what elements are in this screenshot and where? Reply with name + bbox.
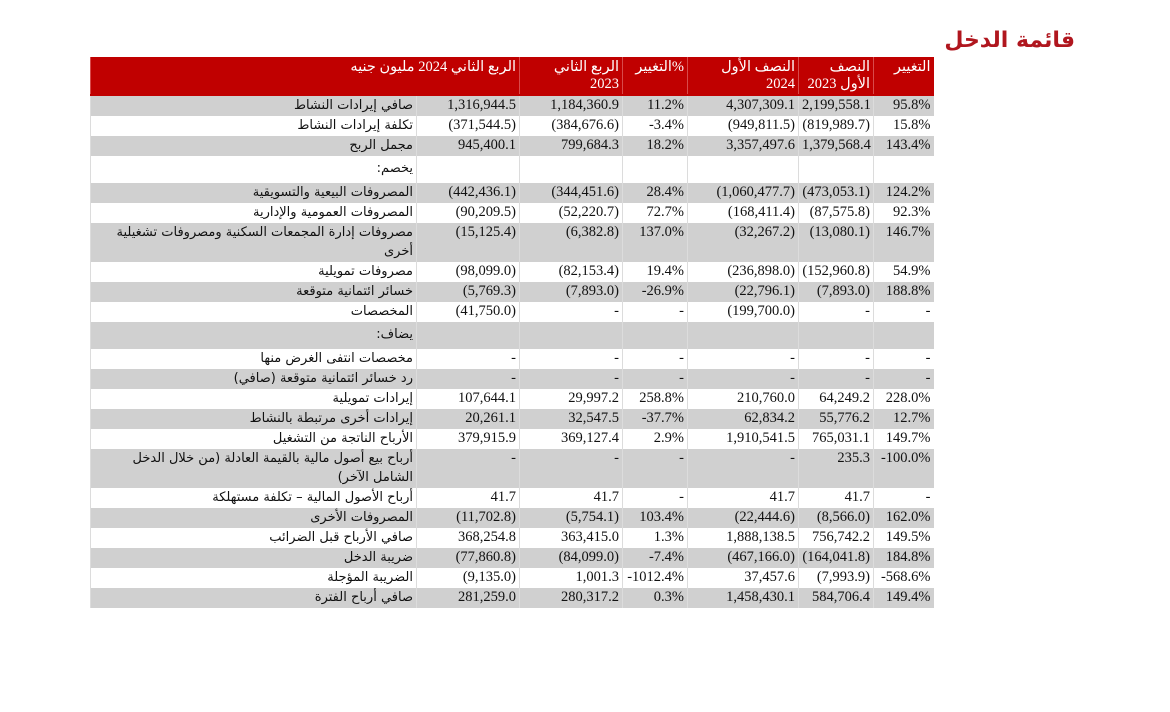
cell-q-change: 18.2% <box>623 136 688 156</box>
row-label: تكلفة إيرادات النشاط <box>91 116 417 136</box>
table-row <box>91 488 934 508</box>
section-row <box>91 322 934 349</box>
cell-q-change: 258.8% <box>623 389 688 409</box>
cell-q-change: 2.9% <box>623 429 688 449</box>
cell-h-change <box>874 156 934 183</box>
cell-h1-2023: (164,041.8) <box>799 548 874 568</box>
cell-q-change: -3.4% <box>623 116 688 136</box>
table-row <box>91 389 934 409</box>
cell-h1-2024: (199,700.0) <box>688 302 799 322</box>
cell-q-change: 72.7% <box>623 203 688 223</box>
row-label: صافي إيرادات النشاط <box>91 95 417 116</box>
cell-q2-2024: 1,316,944.5 <box>417 95 520 116</box>
cell-q2-2023: (384,676.6) <box>520 116 623 136</box>
cell-q-change <box>623 156 688 183</box>
row-label: صافي الأرباح قبل الضرائب <box>91 528 417 548</box>
header-h1-2024: النصف الأول 2024 <box>688 57 799 95</box>
cell-h1-2023 <box>799 322 874 349</box>
row-label: مجمل الربح <box>91 136 417 156</box>
cell-h1-2024: 4,307,309.1 <box>688 95 799 116</box>
cell-h1-2024: (467,166.0) <box>688 548 799 568</box>
cell-q2-2024: 281,259.0 <box>417 588 520 608</box>
header-q-change: %التغيير <box>623 57 688 95</box>
row-label: إيرادات أخرى مرتبطة بالنشاط <box>91 409 417 429</box>
cell-q2-2024: - <box>417 449 520 488</box>
cell-q2-2024: 107,644.1 <box>417 389 520 409</box>
header-label-unit: الربع الثاني 2024 مليون جنيه <box>91 57 520 95</box>
cell-h1-2024: (236,898.0) <box>688 262 799 282</box>
row-label: الضريبة المؤجلة <box>91 568 417 588</box>
cell-h-change: 12.7% <box>874 409 934 429</box>
cell-h-change: 143.4% <box>874 136 934 156</box>
table-row <box>91 223 934 262</box>
cell-q2-2023: (344,451.6) <box>520 183 623 203</box>
cell-h-change: 54.9% <box>874 262 934 282</box>
cell-h1-2023: 55,776.2 <box>799 409 874 429</box>
cell-q2-2023: (6,382.8) <box>520 223 623 262</box>
table-row <box>91 409 934 429</box>
header-q2-2023: الربع الثاني 2023 <box>520 57 623 95</box>
cell-h-change: 146.7% <box>874 223 934 262</box>
cell-q2-2024: - <box>417 369 520 389</box>
cell-h1-2024 <box>688 322 799 349</box>
cell-q2-2023: 369,127.4 <box>520 429 623 449</box>
row-label: إيرادات تمويلية <box>91 389 417 409</box>
cell-h-change: 15.8% <box>874 116 934 136</box>
cell-h1-2024 <box>688 156 799 183</box>
cell-q2-2024 <box>417 156 520 183</box>
cell-h1-2023: (7,893.0) <box>799 282 874 302</box>
cell-q-change: -26.9% <box>623 282 688 302</box>
header-row <box>91 57 934 95</box>
cell-q2-2024: (90,209.5) <box>417 203 520 223</box>
cell-h1-2024: - <box>688 369 799 389</box>
cell-q2-2023: (52,220.7) <box>520 203 623 223</box>
row-label: المصروفات الأخرى <box>91 508 417 528</box>
cell-q2-2023: 1,001.3 <box>520 568 623 588</box>
cell-h-change: 92.3% <box>874 203 934 223</box>
cell-h1-2023: 1,379,568.4 <box>799 136 874 156</box>
cell-h1-2024: 1,458,430.1 <box>688 588 799 608</box>
cell-q-change <box>623 322 688 349</box>
header-h1-2023: النصف الأول 2023 <box>799 57 874 95</box>
row-label: الأرباح الناتجة من التشغيل <box>91 429 417 449</box>
cell-q2-2023: - <box>520 302 623 322</box>
cell-h-change: 95.8% <box>874 95 934 116</box>
cell-q2-2024: (371,544.5) <box>417 116 520 136</box>
cell-h-change: -100.0% <box>874 449 934 488</box>
cell-h-change: 149.7% <box>874 429 934 449</box>
row-label: مصروفات إدارة المجمعات السكنية ومصروفات تشغيلية أخرى <box>91 223 417 262</box>
cell-q2-2024: 20,261.1 <box>417 409 520 429</box>
table-row <box>91 183 934 203</box>
table-row <box>91 136 934 156</box>
cell-h1-2023 <box>799 156 874 183</box>
cell-q-change: -37.7% <box>623 409 688 429</box>
cell-q2-2023: - <box>520 449 623 488</box>
cell-q2-2024: - <box>417 349 520 369</box>
cell-q2-2023: (7,893.0) <box>520 282 623 302</box>
cell-h1-2024: 1,888,138.5 <box>688 528 799 548</box>
table-row <box>91 302 934 322</box>
cell-q2-2023: 363,415.0 <box>520 528 623 548</box>
cell-q-change: 28.4% <box>623 183 688 203</box>
row-label: المصروفات البيعية والتسويقية <box>91 183 417 203</box>
table-row <box>91 508 934 528</box>
cell-q2-2024: 368,254.8 <box>417 528 520 548</box>
cell-q2-2023: 29,997.2 <box>520 389 623 409</box>
table-row <box>91 568 934 588</box>
cell-h1-2023: (87,575.8) <box>799 203 874 223</box>
cell-h1-2024: 37,457.6 <box>688 568 799 588</box>
cell-q-change: -7.4% <box>623 548 688 568</box>
cell-q-change: 19.4% <box>623 262 688 282</box>
cell-q-change: - <box>623 449 688 488</box>
cell-h1-2024: (22,796.1) <box>688 282 799 302</box>
cell-q2-2024: (9,135.0) <box>417 568 520 588</box>
table-row <box>91 369 934 389</box>
cell-h1-2023: (152,960.8) <box>799 262 874 282</box>
table-row <box>91 95 934 116</box>
cell-q2-2023: - <box>520 349 623 369</box>
row-label: رد خسائر ائتمانية متوقعة (صافي) <box>91 369 417 389</box>
cell-q-change: - <box>623 302 688 322</box>
cell-q2-2024: (98,099.0) <box>417 262 520 282</box>
table-row <box>91 116 934 136</box>
cell-h-change: - <box>874 302 934 322</box>
row-label: المخصصات <box>91 302 417 322</box>
table-row <box>91 528 934 548</box>
cell-h1-2023: - <box>799 349 874 369</box>
table-row <box>91 588 934 608</box>
cell-h1-2024: 210,760.0 <box>688 389 799 409</box>
cell-h1-2023: 64,249.2 <box>799 389 874 409</box>
cell-q2-2024: (41,750.0) <box>417 302 520 322</box>
cell-h-change: 149.4% <box>874 588 934 608</box>
cell-h-change: - <box>874 349 934 369</box>
cell-h1-2023: (7,993.9) <box>799 568 874 588</box>
cell-h-change: 162.0% <box>874 508 934 528</box>
cell-h1-2023: (13,080.1) <box>799 223 874 262</box>
cell-h1-2023: 2,199,558.1 <box>799 95 874 116</box>
row-label: أرباح الأصول المالية – تكلفة مستهلكة <box>91 488 417 508</box>
table-row <box>91 548 934 568</box>
cell-q2-2024: 945,400.1 <box>417 136 520 156</box>
cell-q-change: 11.2% <box>623 95 688 116</box>
cell-h1-2023: (8,566.0) <box>799 508 874 528</box>
cell-h1-2024: 3,357,497.6 <box>688 136 799 156</box>
cell-h-change: 228.0% <box>874 389 934 409</box>
cell-h1-2023: 756,742.2 <box>799 528 874 548</box>
table-row <box>91 282 934 302</box>
header-h-change: التغيير <box>874 57 934 95</box>
cell-q2-2023: 799,684.3 <box>520 136 623 156</box>
cell-q2-2024 <box>417 322 520 349</box>
cell-q2-2024: (442,436.1) <box>417 183 520 203</box>
cell-h-change: -568.6% <box>874 568 934 588</box>
cell-q2-2024: (15,125.4) <box>417 223 520 262</box>
cell-q2-2023: 41.7 <box>520 488 623 508</box>
cell-h-change: 149.5% <box>874 528 934 548</box>
row-label: مصروفات تمويلية <box>91 262 417 282</box>
row-label: صافي أرباح الفترة <box>91 588 417 608</box>
cell-h1-2023: 235.3 <box>799 449 874 488</box>
cell-h1-2024: 41.7 <box>688 488 799 508</box>
cell-q-change: -1012.4% <box>623 568 688 588</box>
cell-h-change: 124.2% <box>874 183 934 203</box>
cell-h1-2023: 765,031.1 <box>799 429 874 449</box>
cell-q2-2024: (11,702.8) <box>417 508 520 528</box>
cell-q-change: 137.0% <box>623 223 688 262</box>
cell-h1-2023: - <box>799 369 874 389</box>
cell-h1-2024: (168,411.4) <box>688 203 799 223</box>
cell-q2-2023: 32,547.5 <box>520 409 623 429</box>
cell-h1-2024: (1,060,477.7) <box>688 183 799 203</box>
cell-h-change <box>874 322 934 349</box>
cell-q2-2023: (84,099.0) <box>520 548 623 568</box>
cell-h1-2024: 62,834.2 <box>688 409 799 429</box>
cell-h1-2024: (949,811.5) <box>688 116 799 136</box>
cell-q2-2023: - <box>520 369 623 389</box>
cell-h1-2024: - <box>688 449 799 488</box>
section-row <box>91 156 934 183</box>
cell-q2-2023 <box>520 156 623 183</box>
cell-h1-2023: - <box>799 302 874 322</box>
cell-q2-2024: 379,915.9 <box>417 429 520 449</box>
cell-h1-2024: 1,910,541.5 <box>688 429 799 449</box>
table-row <box>91 349 934 369</box>
cell-q-change: 1.3% <box>623 528 688 548</box>
cell-q-change: - <box>623 349 688 369</box>
cell-q2-2023 <box>520 322 623 349</box>
cell-h1-2024: - <box>688 349 799 369</box>
row-label: المصروفات العمومية والإدارية <box>91 203 417 223</box>
cell-q2-2023: 280,317.2 <box>520 588 623 608</box>
row-label: يخصم: <box>91 156 417 183</box>
cell-h1-2023: 41.7 <box>799 488 874 508</box>
cell-q-change: - <box>623 369 688 389</box>
cell-q-change: 0.3% <box>623 588 688 608</box>
cell-q2-2024: 41.7 <box>417 488 520 508</box>
cell-q2-2023: (5,754.1) <box>520 508 623 528</box>
cell-h1-2023: 584,706.4 <box>799 588 874 608</box>
cell-h-change: - <box>874 369 934 389</box>
cell-h-change: - <box>874 488 934 508</box>
cell-h-change: 184.8% <box>874 548 934 568</box>
row-label: يضاف: <box>91 322 417 349</box>
table-row <box>91 203 934 223</box>
table-row <box>91 429 934 449</box>
cell-h1-2023: (473,053.1) <box>799 183 874 203</box>
cell-h1-2024: (32,267.2) <box>688 223 799 262</box>
table-row <box>91 262 934 282</box>
row-label: ضريبة الدخل <box>91 548 417 568</box>
table-row <box>91 449 934 488</box>
page-title: قائمة الدخل <box>944 28 1075 53</box>
row-label: مخصصات انتفى الغرض منها <box>91 349 417 369</box>
cell-h1-2024: (22,444.6) <box>688 508 799 528</box>
cell-q2-2024: (5,769.3) <box>417 282 520 302</box>
row-label: خسائر ائتمانية متوقعة <box>91 282 417 302</box>
cell-q-change: - <box>623 488 688 508</box>
cell-h1-2023: (819,989.7) <box>799 116 874 136</box>
cell-h-change: 188.8% <box>874 282 934 302</box>
cell-q-change: 103.4% <box>623 508 688 528</box>
cell-q2-2023: (82,153.4) <box>520 262 623 282</box>
cell-q2-2023: 1,184,360.9 <box>520 95 623 116</box>
income-statement-table <box>90 57 934 608</box>
row-label: أرباح بيع أصول مالية بالقيمة العادلة (من خلال الدخل الشامل الآخر) <box>91 449 417 488</box>
cell-q2-2024: (77,860.8) <box>417 548 520 568</box>
